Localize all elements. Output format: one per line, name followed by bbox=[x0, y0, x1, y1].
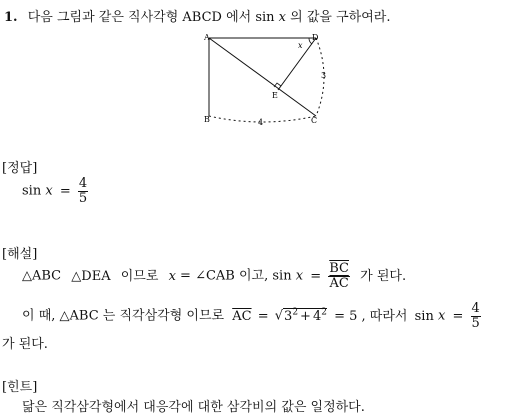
answer-numerator: 4 bbox=[78, 176, 88, 191]
sqrt-body bbox=[283, 308, 327, 324]
line2-eq: = bbox=[257, 308, 269, 324]
explanation-header: [해설] bbox=[2, 247, 38, 262]
line2-text1: 이 때, △ABC 는 직각삼각형 이므로 bbox=[22, 308, 225, 324]
answer-sin: sin bbox=[22, 183, 42, 199]
problem-sin: sin bbox=[255, 10, 275, 25]
explanation-line2 bbox=[22, 302, 481, 330]
answer-fraction bbox=[78, 177, 88, 205]
label-bc-length: 4 bbox=[258, 118, 264, 127]
problem-text-after: 의 값을 구하여라. bbox=[290, 10, 391, 25]
line1-eq2: = bbox=[310, 268, 322, 284]
line1-numerator: $\overline{BC}$ bbox=[329, 261, 349, 276]
line1-fraction bbox=[328, 262, 350, 290]
label-d: D bbox=[312, 33, 319, 42]
line1-var2: x bbox=[295, 268, 304, 284]
tri-abc: △ABC bbox=[22, 268, 62, 284]
line1-text2: 가 된다. bbox=[360, 268, 407, 284]
line2-ac: $\overline{AC}$ bbox=[232, 308, 252, 324]
line1-denominator: AC bbox=[329, 275, 349, 291]
problem-number: 1. bbox=[4, 10, 18, 25]
line2-var: x bbox=[437, 308, 446, 324]
explanation-line3: 가 된다. bbox=[2, 337, 48, 352]
answer-header: [정답] bbox=[2, 161, 38, 176]
sqrt-base2: 4 bbox=[312, 308, 322, 324]
sqrt-base1: 3 bbox=[284, 308, 293, 324]
problem-statement bbox=[4, 6, 390, 25]
line2-result: = 5 , 따라서 bbox=[334, 308, 408, 324]
line2-numerator: 4 bbox=[471, 301, 480, 316]
segment-de bbox=[278, 38, 316, 90]
line1-text1: 이므로 bbox=[120, 268, 159, 284]
answer-var: x bbox=[45, 183, 53, 199]
label-dc-length: 3 bbox=[321, 71, 327, 80]
label-c: C bbox=[311, 116, 318, 125]
hint-header: [힌트] bbox=[2, 380, 38, 395]
line2-denominator: 5 bbox=[471, 315, 480, 331]
problem-var: x bbox=[278, 10, 287, 25]
answer-line bbox=[22, 177, 88, 205]
explanation-line1 bbox=[22, 262, 406, 290]
line2-sin: sin bbox=[414, 308, 434, 324]
problem-text-before: 다음 그림과 같은 직사각형 ABCD 에서 bbox=[27, 10, 252, 25]
label-b: B bbox=[204, 115, 210, 124]
line1-var: x bbox=[168, 268, 176, 284]
label-e: E bbox=[272, 91, 278, 100]
rectangle-figure bbox=[190, 28, 350, 128]
answer-eq: = bbox=[59, 183, 71, 199]
line1-eq: = ∠CAB 이고, bbox=[180, 268, 269, 284]
tri-dea: △DEA bbox=[71, 268, 111, 284]
label-x: x bbox=[298, 41, 303, 50]
sqrt-exp1: 2 bbox=[292, 307, 299, 318]
sqrt-plus: + bbox=[300, 308, 311, 324]
sqrt-exp2: 2 bbox=[321, 307, 327, 318]
answer-denominator: 5 bbox=[78, 190, 88, 206]
line2-eq2: = bbox=[452, 308, 464, 324]
hint-text: 닮은 직각삼각형에서 대응각에 대한 삼각비의 값은 일정하다. bbox=[22, 400, 365, 415]
label-a: A bbox=[204, 33, 210, 42]
line2-fraction bbox=[471, 302, 481, 330]
line1-sin: sin bbox=[272, 268, 292, 284]
sqrt-sign: √ bbox=[274, 308, 284, 324]
